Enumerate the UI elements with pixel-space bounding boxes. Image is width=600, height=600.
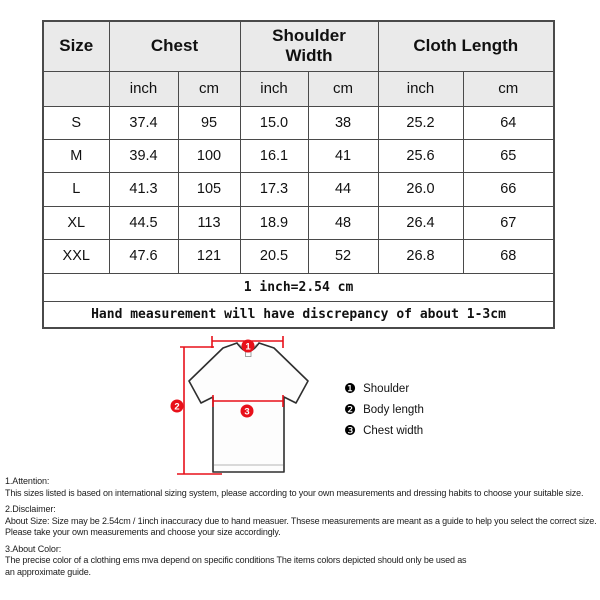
cell: 47.6 <box>109 239 178 273</box>
legend-label: Body length <box>363 403 424 416</box>
cell: 38 <box>308 106 378 139</box>
cell: 44.5 <box>109 206 178 239</box>
col-header-size: Size <box>43 21 109 71</box>
note-inch-conversion: 1 inch=2.54 cm <box>43 273 554 301</box>
footnote-disclaimer <box>5 504 599 539</box>
cell: 52 <box>308 239 378 273</box>
col-header-chest: Chest <box>109 21 240 71</box>
table-row <box>43 106 554 139</box>
size-label: M <box>43 139 109 172</box>
footnote-heading: 3.About Color: <box>5 543 62 554</box>
cell: 18.9 <box>240 206 308 239</box>
footnote-line: Please take your own measurements and choose your size accordingly. <box>5 527 281 537</box>
unit-shoulder-cm: cm <box>308 71 378 106</box>
marker-shoulder <box>242 340 255 353</box>
cell: 44 <box>308 172 378 206</box>
cell: 25.6 <box>378 139 463 172</box>
unit-corner-cell <box>43 71 109 106</box>
footnote-line: The precise color of a clothing ems mva depend on specific conditions The items colors depicted should only be used as <box>5 555 467 565</box>
cell: 64 <box>463 106 554 139</box>
legend-label: Shoulder <box>363 382 410 395</box>
note-measurement-discrepancy: Hand measurement will have discrepancy of about 1-3cm <box>43 301 554 328</box>
cell: 105 <box>178 172 240 206</box>
footnote-about-color <box>5 544 599 579</box>
size-label: XL <box>43 206 109 239</box>
cell: 48 <box>308 206 378 239</box>
cell: 113 <box>178 206 240 239</box>
unit-shoulder-inch: inch <box>240 71 308 106</box>
circled-2-icon: ❷ <box>344 401 357 417</box>
table-row <box>43 239 554 273</box>
circled-3-icon: ❸ <box>344 422 357 438</box>
cell: 37.4 <box>109 106 178 139</box>
cell: 41 <box>308 139 378 172</box>
col-header-shoulder-width-text: Shoulder Width <box>272 25 346 66</box>
diagram-legend <box>344 378 424 441</box>
cell: 25.2 <box>378 106 463 139</box>
col-header-shoulder-width <box>240 21 378 71</box>
cell: 26.0 <box>378 172 463 206</box>
cell: 95 <box>178 106 240 139</box>
footnote-line: This sizes listed is based on international sizing system, please according to your own measurements and dressing habits to choose your suitable size. <box>5 487 584 498</box>
footnote-attention <box>5 476 599 499</box>
col-header-cloth-length: Cloth Length <box>378 21 554 71</box>
unit-length-cm: cm <box>463 71 554 106</box>
cell: 26.8 <box>378 239 463 273</box>
cell: 17.3 <box>240 172 308 206</box>
svg-text:2: 2 <box>174 401 180 413</box>
legend-label: Chest width <box>363 424 424 437</box>
size-label: L <box>43 172 109 206</box>
svg-text:3: 3 <box>244 406 250 418</box>
cell: 20.5 <box>240 239 308 273</box>
cell: 41.3 <box>109 172 178 206</box>
cell: 100 <box>178 139 240 172</box>
legend-item-shoulder <box>344 378 424 399</box>
cell: 67 <box>463 206 554 239</box>
size-label: XXL <box>43 239 109 273</box>
footnotes <box>5 476 599 583</box>
table-row <box>43 206 554 239</box>
tshirt-measurement-diagram <box>160 335 345 481</box>
table-row <box>43 172 554 206</box>
footnote-line: an approximate guide. <box>5 566 91 577</box>
footnote-line: About Size: Size may be 2.54cm / 1inch inaccuracy due to hand measuer. Thsese measurements are meant as a guide to help you select the correct size. <box>5 515 597 526</box>
cell: 65 <box>463 139 554 172</box>
cell: 15.0 <box>240 106 308 139</box>
marker-chest-width <box>241 405 254 418</box>
unit-chest-cm: cm <box>178 71 240 106</box>
size-chart-table <box>42 20 555 329</box>
footnote-heading: 1.Attention: <box>5 476 50 486</box>
cell: 39.4 <box>109 139 178 172</box>
cell: 26.4 <box>378 206 463 239</box>
cell: 68 <box>463 239 554 273</box>
marker-body-length <box>171 400 184 413</box>
footnote-heading: 2.Disclaimer: <box>5 504 56 514</box>
unit-chest-inch: inch <box>109 71 178 106</box>
circled-1-icon: ❶ <box>344 380 357 396</box>
cell: 121 <box>178 239 240 273</box>
cell: 66 <box>463 172 554 206</box>
size-label: S <box>43 106 109 139</box>
svg-text:1: 1 <box>245 341 251 353</box>
unit-length-inch: inch <box>378 71 463 106</box>
legend-item-chest-width <box>344 420 424 441</box>
legend-item-body-length <box>344 399 424 420</box>
table-row <box>43 139 554 172</box>
cell: 16.1 <box>240 139 308 172</box>
